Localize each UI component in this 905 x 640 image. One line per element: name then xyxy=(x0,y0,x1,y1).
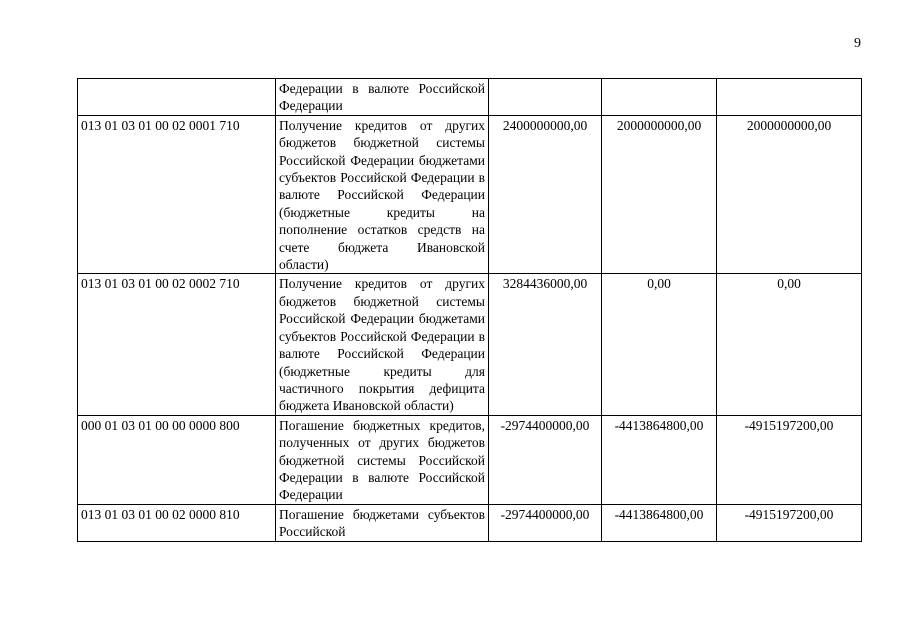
budget-code-cell: 013 01 03 01 00 02 0000 810 xyxy=(78,504,276,541)
page-number: 9 xyxy=(854,36,861,51)
description-cell: Погашение бюджетами субъектов Российской xyxy=(276,504,489,541)
amount-year3-cell: -4915197200,00 xyxy=(717,415,862,504)
table-row xyxy=(78,274,862,415)
amount-year1-cell: -2974400000,00 xyxy=(489,415,602,504)
amount-year1-cell: -2974400000,00 xyxy=(489,504,602,541)
amount-year2-cell xyxy=(602,79,717,116)
amount-year3-cell: 2000000000,00 xyxy=(717,115,862,274)
budget-sources-table xyxy=(77,78,862,542)
table-row xyxy=(78,79,862,116)
budget-code-cell: 013 01 03 01 00 02 0001 710 xyxy=(78,115,276,274)
budget-code-cell xyxy=(78,79,276,116)
amount-year2-cell: 2000000000,00 xyxy=(602,115,717,274)
description-cell: Федерации в валюте Российской Федерации xyxy=(276,79,489,116)
budget-code-cell: 000 01 03 01 00 00 0000 800 xyxy=(78,415,276,504)
description-cell: Погашение бюджетных кредитов, полученных от других бюджетов бюджетной системы Российской Федерации в валюте Российской Федерации xyxy=(276,415,489,504)
amount-year3-cell: -4915197200,00 xyxy=(717,504,862,541)
table-row xyxy=(78,415,862,504)
budget-code-cell: 013 01 03 01 00 02 0002 710 xyxy=(78,274,276,415)
table-row xyxy=(78,504,862,541)
description-cell: Получение кредитов от других бюджетов бюджетной системы Российской Федерации бюджетами субъектов Российской Федерации в валюте Российской Федерации (бюджетные кредиты на пополнение остатков средств на счете бюджета Ивановской области) xyxy=(276,115,489,274)
amount-year3-cell: 0,00 xyxy=(717,274,862,415)
amount-year1-cell xyxy=(489,79,602,116)
description-cell: Получение кредитов от других бюджетов бюджетной системы Российской Федерации бюджетами субъектов Российской Федерации в валюте Российской Федерации (бюджетные кредиты для частичного покрытия дефицита бюджета Ивановской области) xyxy=(276,274,489,415)
amount-year2-cell: -4413864800,00 xyxy=(602,415,717,504)
amount-year2-cell: -4413864800,00 xyxy=(602,504,717,541)
amount-year2-cell: 0,00 xyxy=(602,274,717,415)
amount-year1-cell: 2400000000,00 xyxy=(489,115,602,274)
table-row xyxy=(78,115,862,274)
amount-year1-cell: 3284436000,00 xyxy=(489,274,602,415)
amount-year3-cell xyxy=(717,79,862,116)
